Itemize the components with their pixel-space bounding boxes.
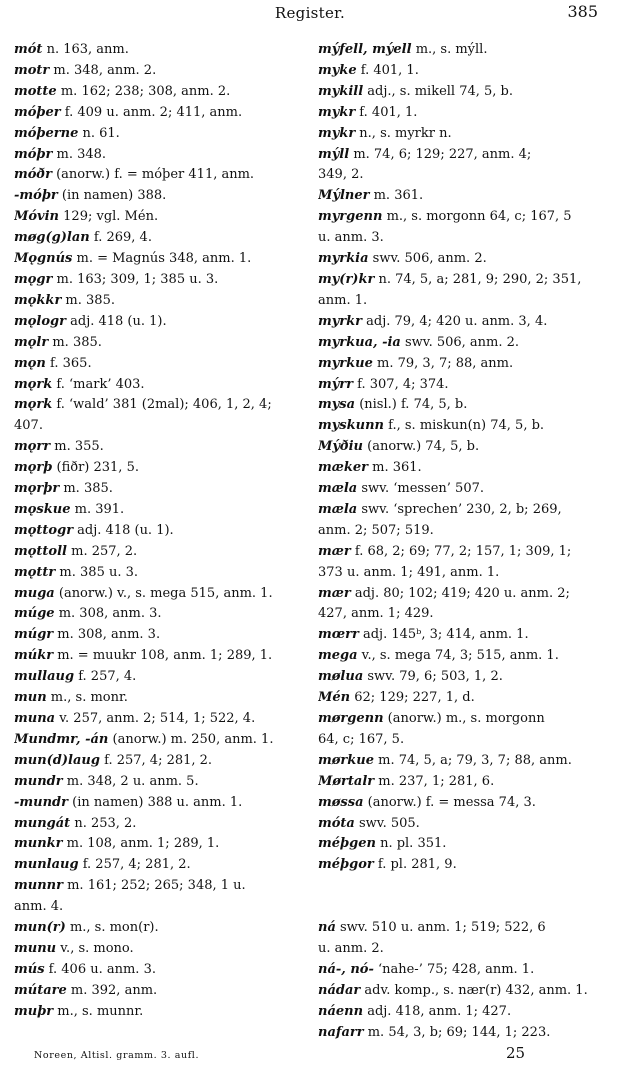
- index-entry: [14, 124, 296, 145]
- index-entry: [318, 584, 600, 605]
- index-entry: [14, 521, 296, 542]
- index-entry: [318, 416, 600, 437]
- index-entry: [14, 437, 296, 458]
- entry-reference: adv. komp., s. nær(r) 432, anm. 1.: [360, 982, 588, 998]
- index-entry: [14, 291, 296, 312]
- headword: Mýlner: [318, 188, 370, 204]
- entry-reference: m. 361.: [368, 460, 422, 476]
- index-entry: [318, 479, 600, 500]
- headword: -móþr: [14, 188, 58, 204]
- headword: motte: [14, 83, 57, 99]
- index-entry: [318, 354, 600, 375]
- entry-reference: f. 406 u. anm. 3.: [44, 961, 156, 977]
- headword: mun(r): [14, 920, 66, 936]
- index-entry: [318, 1023, 600, 1044]
- headword: múkr: [14, 648, 54, 664]
- headword: muga: [14, 585, 55, 601]
- index-entry: [14, 793, 296, 814]
- index-entry: [318, 960, 600, 981]
- index-entry: [14, 40, 296, 61]
- index-entry: [318, 291, 600, 312]
- index-entry: [14, 395, 296, 416]
- index-entry: [318, 834, 600, 855]
- index-entry: [318, 40, 600, 61]
- entry-reference: 427, anm. 1; 429.: [318, 606, 434, 622]
- entry-reference: m. 385.: [59, 481, 113, 497]
- entry-reference: anm. 2; 507; 519.: [318, 522, 434, 538]
- entry-reference: swv. 510 u. anm. 1; 519; 522, 6: [335, 920, 546, 936]
- entry-reference: m. 74, 5, a; 79, 3, 7; 88, anm.: [374, 752, 572, 768]
- entry-reference: v. 257, anm. 2; 514, 1; 522, 4.: [55, 711, 256, 726]
- headword: Mén: [318, 690, 351, 706]
- entry-reference: m., s. morgonn 64, c; 167, 5: [382, 209, 572, 225]
- entry-reference: u. anm. 3.: [318, 230, 384, 246]
- index-entry: [318, 333, 600, 354]
- headword: myrkia: [318, 251, 369, 267]
- entry-reference: swv. ‘sprechen’ 230, 2, b; 269,: [357, 501, 562, 517]
- headword: mǫrþ: [14, 460, 53, 476]
- index-column-left: [14, 40, 296, 1023]
- headword: muþr: [14, 1003, 54, 1019]
- entry-reference: m. 385 u. 3.: [55, 564, 139, 580]
- section-gap: [318, 897, 600, 918]
- headword: mýrr: [318, 376, 354, 392]
- headword: méþgen: [318, 836, 376, 852]
- headword: ná: [318, 920, 336, 936]
- entry-reference: (anorw.) v., s. mega 515, anm. 1.: [54, 585, 273, 601]
- headword: mót: [14, 42, 43, 57]
- headword: mǫrþr: [14, 481, 60, 497]
- headword: mær: [318, 585, 351, 601]
- headword: móðr: [14, 167, 52, 183]
- entry-reference: adj. 80; 102; 419; 420 u. anm. 2;: [350, 585, 570, 601]
- index-entry: [14, 103, 296, 124]
- index-entry: [318, 709, 600, 730]
- entry-reference: v., s. mega 74, 3; 515, anm. 1.: [357, 648, 559, 664]
- entry-reference: n. 163, anm.: [42, 42, 129, 57]
- index-entry: [14, 354, 296, 375]
- entry-reference: (nisl.) f. 74, 5, b.: [355, 397, 468, 413]
- index-entry: [318, 61, 600, 82]
- headword: mǫrk: [14, 376, 53, 392]
- entry-reference: f. ‘wald’ 381 (2mal); 406, 1, 2, 4;: [52, 397, 272, 413]
- entry-reference: m. 237, 1; 281, 6.: [374, 773, 495, 789]
- entry-reference: m. 348.: [52, 146, 107, 162]
- entry-reference: m. 348, anm. 2.: [49, 62, 157, 78]
- entry-reference: m. 108, anm. 1; 289, 1.: [62, 836, 220, 852]
- entry-reference: m., s. mýll.: [411, 42, 488, 57]
- index-entry: [14, 82, 296, 103]
- headword: méþgor: [318, 857, 374, 873]
- index-entry: [318, 646, 600, 667]
- index-entry: [318, 625, 600, 646]
- index-entry: [318, 270, 600, 291]
- index-entry: [14, 897, 296, 918]
- entry-reference: m. 348, 2 u. anm. 5.: [62, 773, 199, 789]
- index-entry: [318, 1002, 600, 1023]
- index-entry: [318, 458, 600, 479]
- entry-reference: f. pl. 281, 9.: [373, 857, 457, 873]
- entry-reference: n. pl. 351.: [375, 836, 447, 852]
- headword: muna: [14, 711, 56, 726]
- headword: myskunn: [318, 418, 384, 434]
- index-entry: [318, 688, 600, 709]
- headword: møg(g)lan: [14, 230, 90, 246]
- index-entry: [318, 542, 600, 563]
- headword: Mørtalr: [318, 773, 375, 789]
- entry-reference: 407.: [14, 418, 43, 434]
- entry-reference: m. 385.: [61, 292, 115, 308]
- entry-reference: m. 257, 2.: [66, 543, 138, 559]
- index-entry: [318, 145, 600, 166]
- entry-reference: n. 61.: [78, 125, 120, 141]
- index-entry: [318, 165, 600, 186]
- signature-mark: 25: [506, 1044, 526, 1062]
- headword: móþr: [14, 146, 53, 162]
- index-entry: [318, 228, 600, 249]
- headword: mølua: [318, 669, 364, 685]
- entry-reference: adj. 145ᵇ, 3; 414, anm. 1.: [358, 627, 529, 643]
- entry-reference: m. 74, 6; 129; 227, anm. 4;: [349, 146, 532, 162]
- index-entry: [318, 82, 600, 103]
- entry-reference: swv. 506, anm. 2.: [368, 251, 487, 267]
- index-entry: [14, 186, 296, 207]
- entry-reference: m., s. monr.: [46, 690, 128, 706]
- headword: mǫttr: [14, 564, 56, 580]
- headword: mæla: [318, 481, 358, 497]
- headword: mullaug: [14, 669, 75, 685]
- headword: mun: [14, 690, 47, 706]
- headword: Mýðiu: [318, 439, 364, 455]
- index-entry: [318, 249, 600, 270]
- headword: mær: [318, 543, 351, 559]
- entry-reference: m. = Magnús 348, anm. 1.: [72, 251, 252, 267]
- headword: mútare: [14, 982, 67, 998]
- index-entry: [14, 939, 296, 960]
- entry-reference: (anorw.) f. = móþer 411, anm.: [51, 167, 255, 183]
- entry-reference: swv. 506, anm. 2.: [400, 334, 520, 350]
- index-entry: [318, 939, 600, 960]
- headword: mǫrk: [14, 397, 53, 413]
- index-entry: [318, 730, 600, 751]
- index-entry: [318, 124, 600, 145]
- headword: mungát: [14, 815, 71, 831]
- index-entry: [14, 667, 296, 688]
- entry-reference: (anorw.) f. = messa 74, 3.: [363, 794, 536, 810]
- index-entry: [14, 625, 296, 646]
- headword: mykr: [318, 125, 356, 141]
- entry-reference: f. 365.: [45, 355, 92, 371]
- entry-reference: m., s. mon(r).: [65, 920, 159, 936]
- headword: mǫkkr: [14, 292, 62, 308]
- headword: mun(d)laug: [14, 752, 100, 768]
- entry-reference: (anorw.) m. 250, anm. 1.: [108, 731, 274, 747]
- footer-citation: Noreen, Altisl. gramm. 3. aufl.: [34, 1050, 200, 1061]
- index-entry: [14, 960, 296, 981]
- index-entry: [14, 730, 296, 751]
- entry-reference: m. 54, 3, b; 69; 144, 1; 223.: [363, 1024, 551, 1040]
- entry-reference: 373 u. anm. 1; 491, anm. 1.: [318, 564, 500, 580]
- entry-reference: 64, c; 167, 5.: [318, 731, 405, 747]
- page-number: 385: [567, 2, 598, 21]
- headword: Móvin: [14, 209, 60, 225]
- headword: múgr: [14, 627, 54, 643]
- headword: myrgenn: [318, 209, 383, 225]
- headword: mǫskue: [14, 501, 71, 517]
- section-gap: [318, 876, 600, 897]
- headword: móþerne: [14, 125, 79, 141]
- headword: mǫrr: [14, 439, 51, 455]
- headword: móta: [318, 815, 355, 831]
- entry-reference: n. 253, 2.: [70, 815, 137, 831]
- entry-reference: 62; 129; 227, 1, d.: [350, 690, 475, 706]
- headword: mørkue: [318, 752, 375, 768]
- index-entry: [14, 375, 296, 396]
- index-entry: [318, 395, 600, 416]
- headword: nafarr: [318, 1024, 364, 1040]
- headword: myrkr: [318, 313, 363, 329]
- index-entry: [14, 688, 296, 709]
- index-entry: [14, 479, 296, 500]
- headword: mykr: [318, 104, 356, 120]
- index-entry: [14, 333, 296, 354]
- index-column-right: [318, 40, 600, 1043]
- entry-reference: adj. 418, anm. 1; 427.: [363, 1003, 512, 1019]
- headword: Mundmr, -án: [14, 731, 109, 747]
- entry-reference: m. 308, anm. 3.: [53, 627, 161, 643]
- index-entry: [14, 416, 296, 437]
- entry-reference: ‘nahe-’ 75; 428, anm. 1.: [373, 961, 535, 977]
- index-entry: [14, 918, 296, 939]
- entry-reference: adj., s. mikell 74, 5, b.: [363, 83, 514, 99]
- entry-reference: f. 401, 1.: [356, 62, 419, 78]
- index-entry: [14, 981, 296, 1002]
- entry-reference: 129; vgl. Mén.: [59, 209, 159, 225]
- index-entry: [318, 855, 600, 876]
- index-entry: [14, 814, 296, 835]
- index-entry: [14, 772, 296, 793]
- index-entry: [318, 500, 600, 521]
- entry-reference: adj. 418 (u. 1).: [65, 313, 167, 329]
- entry-reference: m. 163; 309, 1; 385 u. 3.: [52, 271, 219, 287]
- headword: mǫgr: [14, 271, 53, 287]
- index-entry: [318, 751, 600, 772]
- entry-reference: (anorw.) m., s. morgonn: [383, 711, 545, 726]
- entry-reference: m. 355.: [50, 439, 104, 455]
- index-entry: [14, 145, 296, 166]
- entry-reference: m. 161; 252; 265; 348, 1 u.: [62, 878, 246, 894]
- index-entry: [318, 793, 600, 814]
- headword: mœrr: [318, 627, 359, 643]
- entry-reference: m. 391.: [70, 501, 125, 517]
- headword: mǫn: [14, 355, 46, 371]
- headword: motr: [14, 62, 50, 78]
- entry-reference: f. 409 u. anm. 2; 411, anm.: [60, 104, 243, 120]
- index-entry: [14, 876, 296, 897]
- entry-reference: f. 68, 2; 69; 77, 2; 157, 1; 309, 1;: [350, 543, 572, 559]
- index-entry: [14, 584, 296, 605]
- entry-reference: f. 257, 4.: [74, 669, 137, 685]
- index-entry: [14, 270, 296, 291]
- index-entry: [318, 207, 600, 228]
- entry-reference: anm. 4.: [14, 899, 64, 915]
- entry-reference: u. anm. 2.: [318, 940, 384, 956]
- index-entry: [14, 61, 296, 82]
- entry-reference: f. 401, 1.: [355, 104, 418, 120]
- index-entry: [14, 542, 296, 563]
- index-entry: [14, 228, 296, 249]
- headword: mykill: [318, 83, 364, 99]
- entry-reference: 349, 2.: [318, 167, 364, 183]
- index-entry: [14, 604, 296, 625]
- headword: múge: [14, 606, 55, 622]
- headword: myrkue: [318, 355, 373, 371]
- headword: nádar: [318, 982, 361, 998]
- index-entry: [14, 165, 296, 186]
- index-entry: [318, 814, 600, 835]
- headword: mundr: [14, 773, 63, 789]
- headword: mega: [318, 648, 358, 664]
- index-entry: [318, 103, 600, 124]
- entry-reference: f. ‘mark’ 403.: [52, 376, 145, 392]
- index-entry: [14, 751, 296, 772]
- index-entry: [318, 186, 600, 207]
- entry-reference: m. = muukr 108, anm. 1; 289, 1.: [53, 648, 273, 664]
- entry-reference: adj. 79, 4; 420 u. anm. 3, 4.: [362, 313, 548, 329]
- index-entry: [14, 458, 296, 479]
- headword: mýfell, mýell: [318, 42, 412, 57]
- headword: myrkua, -ia: [318, 334, 401, 350]
- index-entry: [14, 646, 296, 667]
- headword: mǫlogr: [14, 313, 66, 329]
- index-entry: [318, 437, 600, 458]
- entry-reference: n. 74, 5, a; 281, 9; 290, 2; 351,: [374, 271, 582, 287]
- entry-reference: m. 79, 3, 7; 88, anm.: [372, 355, 514, 371]
- entry-reference: f. 269, 4.: [89, 230, 152, 246]
- index-entry: [14, 312, 296, 333]
- headword: mǫttoll: [14, 543, 67, 559]
- index-entry: [14, 207, 296, 228]
- headword: mørgenn: [318, 711, 384, 726]
- headword: my(r)kr: [318, 271, 375, 287]
- index-entry: [318, 521, 600, 542]
- entry-reference: (anorw.) 74, 5, b.: [363, 439, 480, 455]
- entry-reference: f., s. miskun(n) 74, 5, b.: [384, 418, 545, 434]
- headword: mýll: [318, 146, 350, 162]
- index-entry: [318, 604, 600, 625]
- index-entry: [318, 375, 600, 396]
- headword: møssa: [318, 794, 364, 810]
- entry-reference: m. 385.: [48, 334, 102, 350]
- headword: Mǫgnús: [14, 251, 73, 267]
- page-title: Register.: [274, 4, 346, 22]
- entry-reference: f. 257, 4; 281, 2.: [99, 752, 213, 768]
- entry-reference: (in namen) 388 u. anm. 1.: [68, 794, 243, 810]
- headword: mús: [14, 961, 45, 977]
- headword: ná-, nó-: [318, 961, 374, 977]
- headword: náenn: [318, 1003, 364, 1019]
- headword: myke: [318, 62, 357, 78]
- headword: munu: [14, 940, 57, 956]
- entry-reference: adj. 418 (u. 1).: [73, 522, 174, 538]
- headword: -mundr: [14, 794, 68, 810]
- index-entry: [14, 500, 296, 521]
- index-entry: [14, 709, 296, 730]
- headword: munkr: [14, 836, 63, 852]
- entry-reference: f. 307, 4; 374.: [353, 376, 449, 392]
- index-entry: [318, 312, 600, 333]
- index-entry: [14, 855, 296, 876]
- entry-reference: m. 162; 238; 308, anm. 2.: [56, 83, 231, 99]
- index-entry: [14, 834, 296, 855]
- entry-reference: (fiðr) 231, 5.: [52, 460, 139, 476]
- index-entry: [318, 981, 600, 1002]
- headword: mæker: [318, 460, 368, 476]
- headword: mǫttogr: [14, 522, 74, 538]
- index-entry: [14, 1002, 296, 1023]
- index-entry: [14, 563, 296, 584]
- entry-reference: swv. ‘messen’ 507.: [357, 481, 485, 497]
- headword: munnr: [14, 878, 63, 894]
- headword: móþer: [14, 104, 61, 120]
- entry-reference: m. 308, anm. 3.: [54, 606, 162, 622]
- entry-reference: m., s. munnr.: [53, 1003, 144, 1019]
- entry-reference: f. 257, 4; 281, 2.: [78, 857, 191, 873]
- headword: mǫlr: [14, 334, 49, 350]
- index-entry: [318, 918, 600, 939]
- entry-reference: m. 392, anm.: [66, 982, 158, 998]
- entry-reference: anm. 1.: [318, 292, 368, 308]
- index-entry: [318, 772, 600, 793]
- index-entry: [14, 249, 296, 270]
- index-entry: [318, 667, 600, 688]
- entry-reference: swv. 79, 6; 503, 1, 2.: [363, 669, 503, 685]
- headword: mysa: [318, 397, 356, 413]
- entry-reference: v., s. mono.: [56, 940, 134, 956]
- headword: mæla: [318, 501, 358, 517]
- entry-reference: (in namen) 388.: [57, 188, 167, 204]
- entry-reference: swv. 505.: [354, 815, 420, 831]
- entry-reference: n., s. myrkr n.: [355, 125, 452, 141]
- entry-reference: m. 361.: [369, 188, 424, 204]
- headword: munlaug: [14, 857, 79, 873]
- index-entry: [318, 563, 600, 584]
